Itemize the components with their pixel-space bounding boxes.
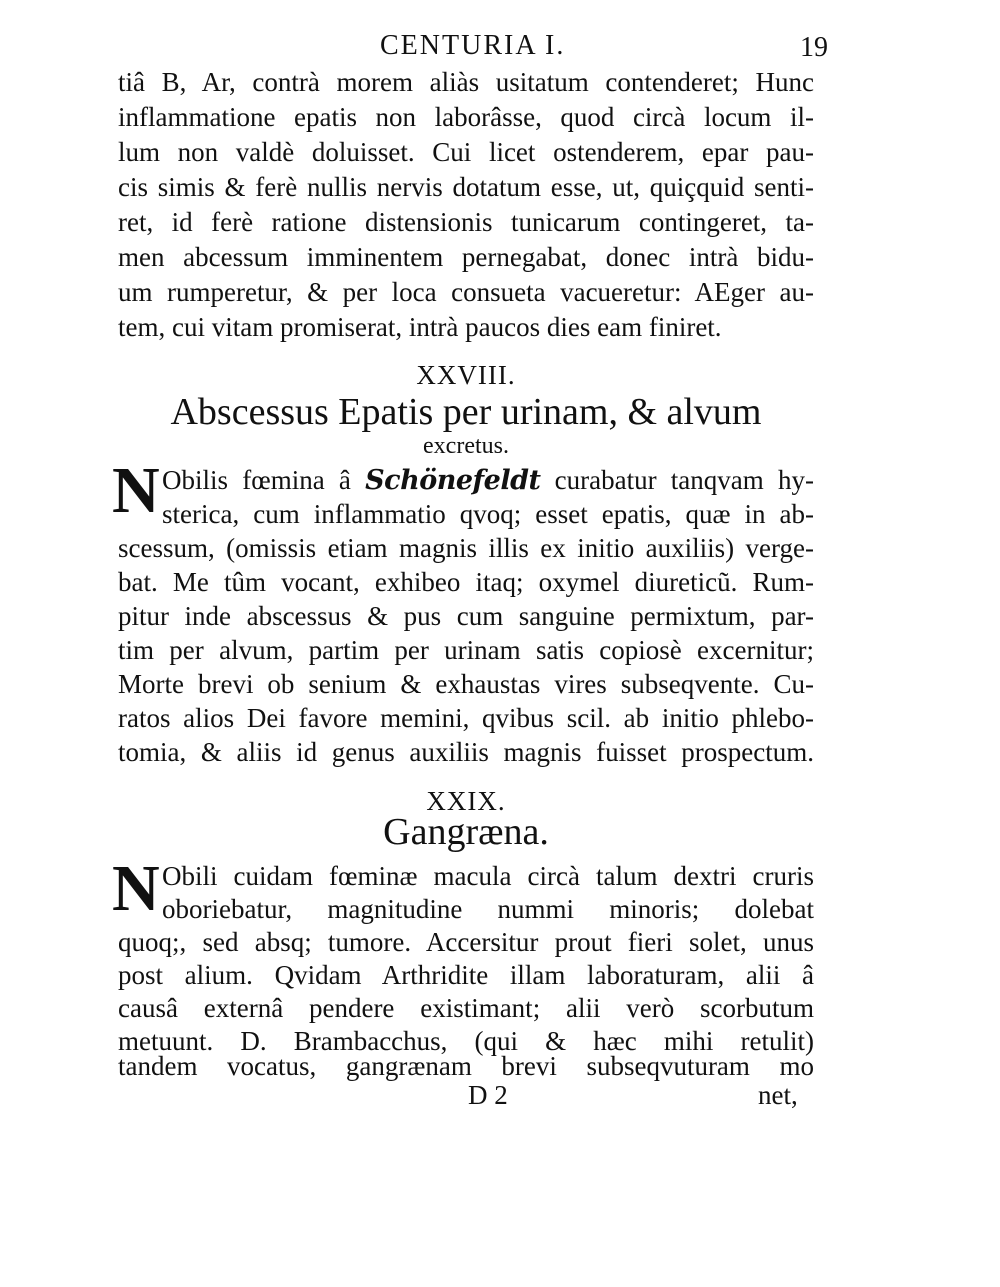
text-line: ret, id ferè ratione distensionis tunicarum contingeret, ta-: [118, 207, 814, 237]
section-title-continuation: excretus.: [423, 433, 509, 459]
text-line: lum non valdè doluisset. Cui licet ostenderem, epar pau-: [118, 137, 814, 167]
text-line: Morte brevi ob senium & exhaustas vires subseqvente. Cu-: [118, 669, 814, 699]
section-number: XXVIII.: [416, 360, 516, 390]
text-line: men abcessum imminentem pernegabat, donec intrà bidu-: [118, 242, 814, 272]
text-line: tandem vocatus, gangrænam brevi subseqvuturam mo: [118, 1051, 814, 1081]
text-line: scessum, (omissis etiam magnis illis ex initio auxiliis) verge-: [118, 533, 814, 563]
section-number: XXIX.: [426, 786, 506, 816]
page-number: 19: [800, 32, 828, 63]
text-line: tem, cui vitam promiserat, intrà paucos dies eam finiret.: [118, 312, 722, 342]
text-fragment: curabatur tanqvam hy-: [540, 465, 814, 495]
text-line: um rumperetur, & per loca consueta vacueretur: AEger au-: [118, 277, 814, 307]
running-title: CENTURIA I.: [380, 30, 566, 61]
catchword: net,: [758, 1080, 798, 1110]
text-fragment: Obilis fœmina â: [162, 465, 366, 495]
running-head: [118, 30, 828, 70]
text-line: pitur inde abscessus & pus cum sanguine permixtum, par-: [118, 601, 814, 631]
place-name: Schönefeldt: [365, 465, 541, 496]
text-line: oboriebatur, magnitudine nummi minoris; dolebat: [162, 894, 814, 924]
section-title: Abscessus Epatis per urinam, & alvum: [170, 391, 762, 433]
text-line: Obili cuidam fœminæ macula circà talum dextri cruris: [162, 861, 814, 891]
drop-cap: N: [112, 454, 160, 527]
text-line: post alium. Qvidam Arthridite illam laboraturam, alii â: [118, 960, 814, 990]
text-line: tomia, & aliis id genus auxiliis magnis fuisset prospectum.: [118, 737, 814, 767]
text-line: causâ externâ pendere existimant; alii verò scorbutum: [118, 993, 814, 1023]
text-line: metuunt. D. Brambacchus, (qui & hæc mihi retulit): [118, 1026, 814, 1056]
text-line: bat. Me tûm vocant, exhibeo itaq; oxymel diureticũ. Rum-: [118, 567, 814, 597]
text-line: quoq;, sed absq; tumore. Accersitur prout fieri solet, unus: [118, 927, 814, 957]
text-line: ratos alios Dei favore memini, qvibus scil. ab initio phlebo-: [118, 703, 814, 733]
section-title: Gangræna.: [383, 811, 549, 853]
drop-cap: N: [112, 852, 160, 925]
text-line: sterica, cum inflammatio qvoq; esset epatis, quæ in ab-: [162, 499, 814, 529]
text-line: tiâ B, Ar, contrà morem aliàs usitatum contenderet; Hunc: [118, 67, 814, 97]
signature-mark: D 2: [468, 1080, 508, 1110]
text-line: inflammatione epatis non laborâsse, quod circà locum il-: [118, 102, 814, 132]
text-line: tim per alvum, partim per urinam satis copiosè excernitur;: [118, 635, 814, 665]
text-line: [162, 464, 814, 497]
text-line: cis simis & ferè nullis nervis dotatum esse, ut, quiçquid senti-: [118, 172, 814, 202]
